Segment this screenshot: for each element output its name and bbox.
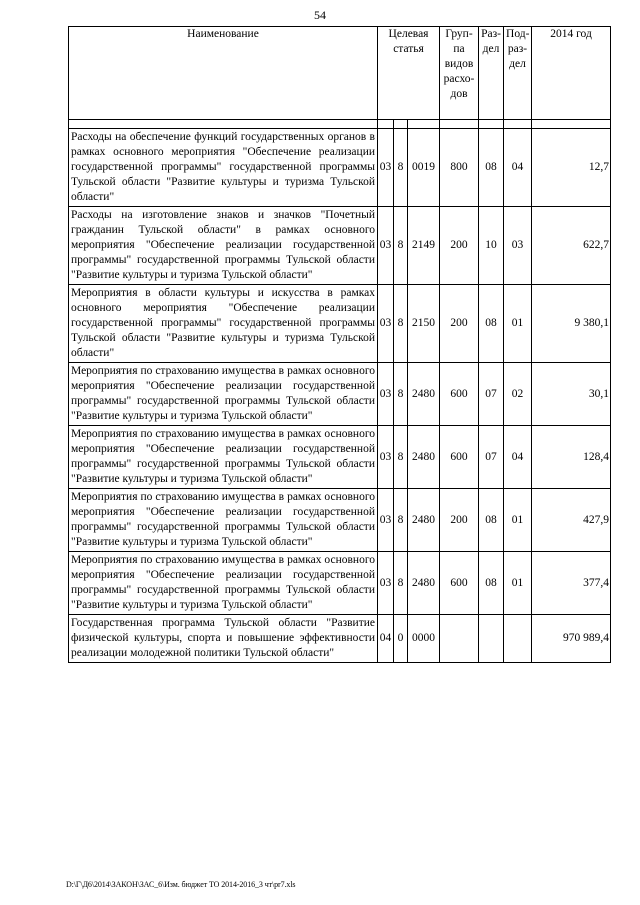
row-target-code-2: 8 bbox=[394, 285, 408, 363]
row-name: Мероприятия в области культуры и искусства в рамках основного мероприятия "Обеспечение реализации государственной программы" государственной программы Тульской области "Развитие культуры и туризма Тульской области" bbox=[69, 285, 378, 363]
row-target-code-1: 03 bbox=[378, 489, 394, 552]
header-group-line: видов bbox=[444, 58, 474, 70]
row-target-code-2: 8 bbox=[394, 552, 408, 615]
row-subsection: 01 bbox=[504, 489, 532, 552]
row-subsection: 01 bbox=[504, 285, 532, 363]
row-target-code-1: 03 bbox=[378, 426, 394, 489]
header-subsection-line: дел bbox=[509, 58, 526, 70]
table-row bbox=[69, 552, 611, 615]
row-name: Мероприятия по страхованию имущества в рамках основного мероприятия "Обеспечение реализации государственной программы" государственной программы Тульской области "Развитие культуры и туризма Тульской области" bbox=[69, 363, 378, 426]
row-amount: 12,7 bbox=[532, 129, 611, 207]
row-amount: 377,4 bbox=[532, 552, 611, 615]
row-target-code-2: 8 bbox=[394, 426, 408, 489]
row-expense-group: 600 bbox=[440, 552, 479, 615]
row-section: 08 bbox=[479, 285, 504, 363]
spacer-cell bbox=[504, 120, 532, 129]
header-section-line: Раз- bbox=[481, 28, 501, 40]
row-subsection: 04 bbox=[504, 129, 532, 207]
row-subsection: 02 bbox=[504, 363, 532, 426]
row-amount: 622,7 bbox=[532, 207, 611, 285]
row-amount: 970 989,4 bbox=[532, 615, 611, 663]
row-target-code-3: 2480 bbox=[408, 426, 440, 489]
table-row bbox=[69, 615, 611, 663]
spacer-cell bbox=[69, 120, 378, 129]
table-row bbox=[69, 489, 611, 552]
row-target-code-1: 03 bbox=[378, 285, 394, 363]
row-target-code-1: 04 bbox=[378, 615, 394, 663]
row-target-code-3: 0000 bbox=[408, 615, 440, 663]
row-target-code-2: 8 bbox=[394, 489, 408, 552]
table-header-row bbox=[69, 27, 611, 120]
row-target-code-3: 2480 bbox=[408, 363, 440, 426]
header-target-line: статья bbox=[393, 43, 424, 55]
row-section bbox=[479, 615, 504, 663]
header-group-line: Груп- bbox=[445, 28, 473, 40]
row-section: 10 bbox=[479, 207, 504, 285]
header-year: 2014 год bbox=[532, 27, 611, 120]
spacer-cell bbox=[408, 120, 440, 129]
row-amount: 30,1 bbox=[532, 363, 611, 426]
row-expense-group: 600 bbox=[440, 363, 479, 426]
spacer-cell bbox=[440, 120, 479, 129]
header-section bbox=[479, 27, 504, 120]
header-subsection-line: Под- bbox=[506, 28, 530, 40]
row-section: 07 bbox=[479, 426, 504, 489]
row-target-code-1: 03 bbox=[378, 552, 394, 615]
row-name: Расходы на обеспечение функций государственных органов в рамках основного мероприятия "Обеспечение реализации государственной программы" государственной программы Тульской области "Развитие культуры и туризма Тульской области" bbox=[69, 129, 378, 207]
table-row bbox=[69, 426, 611, 489]
row-subsection: 04 bbox=[504, 426, 532, 489]
row-target-code-1: 03 bbox=[378, 363, 394, 426]
row-expense-group: 600 bbox=[440, 426, 479, 489]
header-subsection-line: раз- bbox=[507, 43, 528, 55]
row-target-code-3: 2480 bbox=[408, 552, 440, 615]
table-row bbox=[69, 363, 611, 426]
row-name: Государственная программа Тульской области "Развитие физической культуры, спорта и повышение эффективности реализации молодежной политики Тульской области" bbox=[69, 615, 378, 663]
spacer-cell bbox=[394, 120, 408, 129]
footer-file-path: D:\Г\Д6\2014\ЗАКОН\ЗАС_6\Изм. бюджет ТО 2014-2016_3 чт\pr7.xls bbox=[66, 880, 296, 889]
page-number: 54 bbox=[314, 8, 326, 22]
row-target-code-2: 8 bbox=[394, 129, 408, 207]
row-target-code-1: 03 bbox=[378, 207, 394, 285]
row-subsection: 03 bbox=[504, 207, 532, 285]
row-name: Мероприятия по страхованию имущества в рамках основного мероприятия "Обеспечение реализации государственной программы" государственной программы Тульской области "Развитие культуры и туризма Тульской области" bbox=[69, 552, 378, 615]
row-amount: 128,4 bbox=[532, 426, 611, 489]
table-row bbox=[69, 285, 611, 363]
header-spacer-row bbox=[69, 120, 611, 129]
header-name: Наименование bbox=[69, 27, 378, 120]
header-group-line: па bbox=[453, 43, 465, 55]
row-target-code-2: 8 bbox=[394, 207, 408, 285]
row-section: 08 bbox=[479, 552, 504, 615]
row-section: 07 bbox=[479, 363, 504, 426]
row-expense-group: 200 bbox=[440, 285, 479, 363]
header-expense-group bbox=[440, 27, 479, 120]
header-target-line: Целевая bbox=[388, 28, 429, 40]
row-subsection: 01 bbox=[504, 552, 532, 615]
spacer-cell bbox=[532, 120, 611, 129]
spacer-cell bbox=[378, 120, 394, 129]
row-target-code-3: 2149 bbox=[408, 207, 440, 285]
row-target-code-3: 0019 bbox=[408, 129, 440, 207]
row-expense-group: 200 bbox=[440, 207, 479, 285]
table-row bbox=[69, 129, 611, 207]
row-target-code-3: 2480 bbox=[408, 489, 440, 552]
row-expense-group bbox=[440, 615, 479, 663]
header-group-line: расхо- bbox=[443, 73, 475, 85]
row-amount: 427,9 bbox=[532, 489, 611, 552]
row-name: Мероприятия по страхованию имущества в рамках основного мероприятия "Обеспечение реализации государственной программы" государственной программы Тульской области "Развитие культуры и туризма Тульской области" bbox=[69, 489, 378, 552]
row-target-code-2: 8 bbox=[394, 363, 408, 426]
row-target-code-3: 2150 bbox=[408, 285, 440, 363]
table-row bbox=[69, 207, 611, 285]
row-section: 08 bbox=[479, 129, 504, 207]
header-group-line: дов bbox=[450, 88, 468, 100]
header-target-article bbox=[378, 27, 440, 120]
row-expense-group: 200 bbox=[440, 489, 479, 552]
row-target-code-1: 03 bbox=[378, 129, 394, 207]
row-name: Расходы на изготовление знаков и значков "Почетный гражданин Тульской области" в рамках основного мероприятия "Обеспечение реализации государственной программы" государственной программы Тульской области "Развитие культуры и туризма Тульской области" bbox=[69, 207, 378, 285]
row-name: Мероприятия по страхованию имущества в рамках основного мероприятия "Обеспечение реализации государственной программы" государственной программы Тульской области "Развитие культуры и туризма Тульской области" bbox=[69, 426, 378, 489]
header-subsection bbox=[504, 27, 532, 120]
row-subsection bbox=[504, 615, 532, 663]
row-section: 08 bbox=[479, 489, 504, 552]
spacer-cell bbox=[479, 120, 504, 129]
row-expense-group: 800 bbox=[440, 129, 479, 207]
row-target-code-2: 0 bbox=[394, 615, 408, 663]
header-section-line: дел bbox=[482, 43, 500, 55]
row-amount: 9 380,1 bbox=[532, 285, 611, 363]
budget-table bbox=[68, 26, 611, 663]
